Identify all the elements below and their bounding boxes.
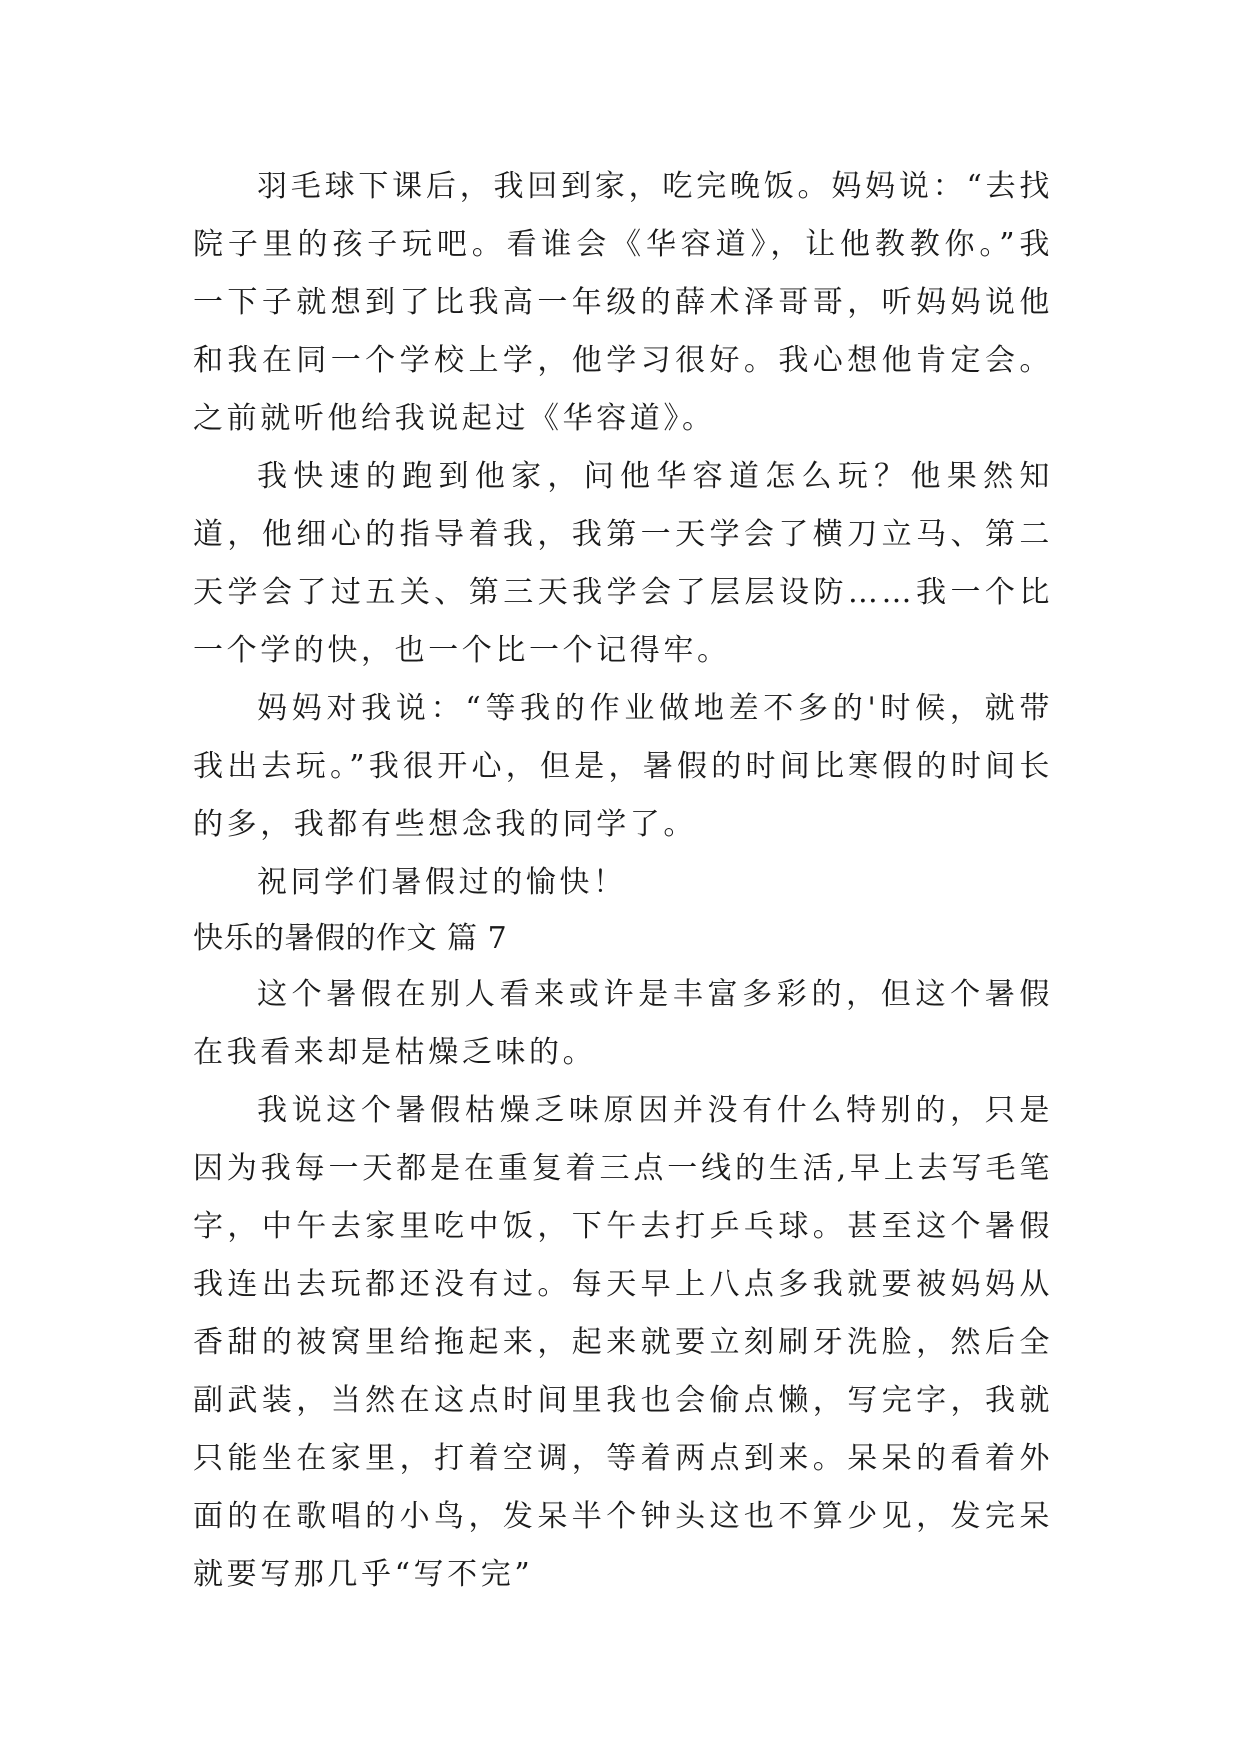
paragraph-daily-routine: 我说这个暑假枯燥乏味原因并没有什么特别的，只是因为我每一天都是在重复着三点一线的生活,早上去写毛笔字，中午去家里吃中饭，下午去打乒乓球。甚至这个暑假我连出去玩都还没有过。每天早上八点多我就要被妈妈从香甜的被窝里给拖起来，起来就要立刻刷牙洗脸，然后全副武装，当然在这点时间里我也会偷点懒，写完字，我就只能坐在家里，打着空调，等着两点到来。呆呆的看着外面的在歌唱的小鸟，发呆半个钟头这也不算少见，发完呆就要写那几乎“写不完” <box>193 1093 1053 1592</box>
section-heading: 快乐的暑假的作文 篇 7 <box>193 921 508 956</box>
paragraph-mother-promise: 妈妈对我说：“等我的作业做地差不多的'时候，就带我出去玩。”我很开心，但是，暑假的时间比寒假的时间长的多，我都有些想念我的同学了。 <box>193 691 1053 842</box>
paragraph-boring-summer: 这个暑假在别人看来或许是丰富多彩的，但这个暑假在我看来却是枯燥乏味的。 <box>193 977 1053 1070</box>
document-page <box>193 158 1053 1604</box>
paragraph-homecoming: 羽毛球下课后，我回到家，吃完晚饭。妈妈说：“去找院子里的孩子玩吧。看谁会《华容道》，让他教教你。”我一下子就想到了比我高一年级的薛术泽哥哥，听妈妈说他和我在同一个学校上学，他学习很好。我心想他肯定会。之前就听他给我说起过《华容道》。 <box>193 169 1053 436</box>
paragraph-wishes: 祝同学们暑假过的愉快！ <box>257 865 627 900</box>
paragraph-huarongdao: 我快速的跑到他家，问他华容道怎么玩？他果然知道，他细心的指导着我，我第一天学会了横刀立马、第二天学会了过五关、第三天我学会了层层设防……我一个比一个学的快，也一个比一个记得牢。 <box>193 459 1053 668</box>
